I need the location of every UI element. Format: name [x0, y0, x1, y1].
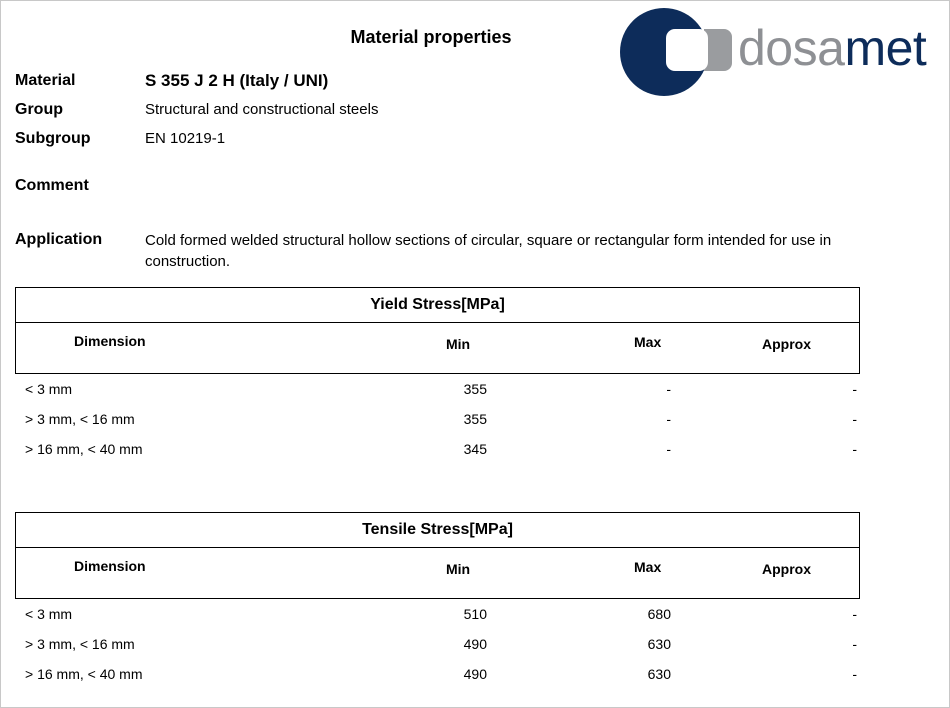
- cell-min: 490: [463, 666, 487, 682]
- column-header-min: Min: [446, 561, 471, 577]
- cell-max: 680: [647, 606, 671, 622]
- page-title: Material properties: [350, 27, 512, 47]
- cell-dimension: > 16 mm, < 40 mm: [25, 666, 143, 682]
- column-header-max: Max: [634, 559, 662, 575]
- group-label: Group: [15, 101, 63, 118]
- subgroup-value: EN 10219-1: [145, 130, 226, 147]
- logo-wordmark: [738, 18, 926, 78]
- column-header-max: Max: [634, 334, 662, 350]
- material-label: Material: [15, 72, 76, 89]
- logo-square-gray-icon: [704, 29, 732, 71]
- logo-square-white-icon: [666, 29, 708, 71]
- cell-min: 345: [463, 441, 487, 457]
- cell-max: 630: [647, 636, 671, 652]
- table-row: [15, 435, 860, 465]
- cell-min: 490: [463, 636, 487, 652]
- yield-stress-title: Yield Stress[MPa]: [16, 288, 859, 323]
- cell-max: 630: [647, 666, 671, 682]
- cell-approx: -: [852, 666, 857, 682]
- cell-dimension: < 3 mm: [25, 381, 73, 397]
- cell-approx: -: [852, 381, 857, 397]
- cell-max: -: [666, 441, 671, 457]
- yield-stress-table: [15, 287, 860, 465]
- tensile-stress-column-headers: [16, 548, 859, 598]
- cell-dimension: > 3 mm, < 16 mm: [25, 411, 135, 427]
- logo-wordmark-part2: met: [844, 20, 927, 76]
- comment-label: Comment: [15, 177, 89, 194]
- cell-min: 355: [463, 381, 487, 397]
- yield-stress-header-box: [15, 287, 860, 374]
- table-row: [15, 630, 860, 660]
- cell-dimension: > 3 mm, < 16 mm: [25, 636, 135, 652]
- application-value: Cold formed welded structural hollow sections of circular, square or rectangular form intended for use in construction.: [145, 232, 832, 270]
- column-header-dimension: Dimension: [74, 558, 146, 574]
- tensile-stress-table: [15, 512, 860, 690]
- yield-stress-column-headers: [16, 323, 859, 373]
- subgroup-label: Subgroup: [15, 130, 91, 147]
- table-row: [15, 405, 860, 435]
- column-header-approx: Approx: [762, 336, 811, 352]
- group-value: Structural and constructional steels: [145, 101, 379, 118]
- tensile-stress-title: Tensile Stress[MPa]: [16, 513, 859, 548]
- cell-approx: -: [852, 636, 857, 652]
- cell-approx: -: [852, 411, 857, 427]
- cell-dimension: < 3 mm: [25, 606, 73, 622]
- tensile-stress-header-box: [15, 512, 860, 599]
- cell-approx: -: [852, 606, 857, 622]
- cell-approx: -: [852, 441, 857, 457]
- column-header-min: Min: [446, 336, 471, 352]
- column-header-dimension: Dimension: [74, 333, 146, 349]
- dosamet-logo: [620, 8, 930, 96]
- material-value: S 355 J 2 H (Italy / UNI): [145, 71, 329, 90]
- table-row: [15, 375, 860, 405]
- cell-max: -: [666, 381, 671, 397]
- table-row: [15, 660, 860, 690]
- cell-dimension: > 16 mm, < 40 mm: [25, 441, 143, 457]
- cell-min: 510: [463, 606, 487, 622]
- cell-max: -: [666, 411, 671, 427]
- cell-min: 355: [463, 411, 487, 427]
- column-header-approx: Approx: [762, 561, 811, 577]
- application-label: Application: [15, 231, 103, 248]
- table-row: [15, 600, 860, 630]
- logo-wordmark-part1: dosa: [738, 20, 845, 76]
